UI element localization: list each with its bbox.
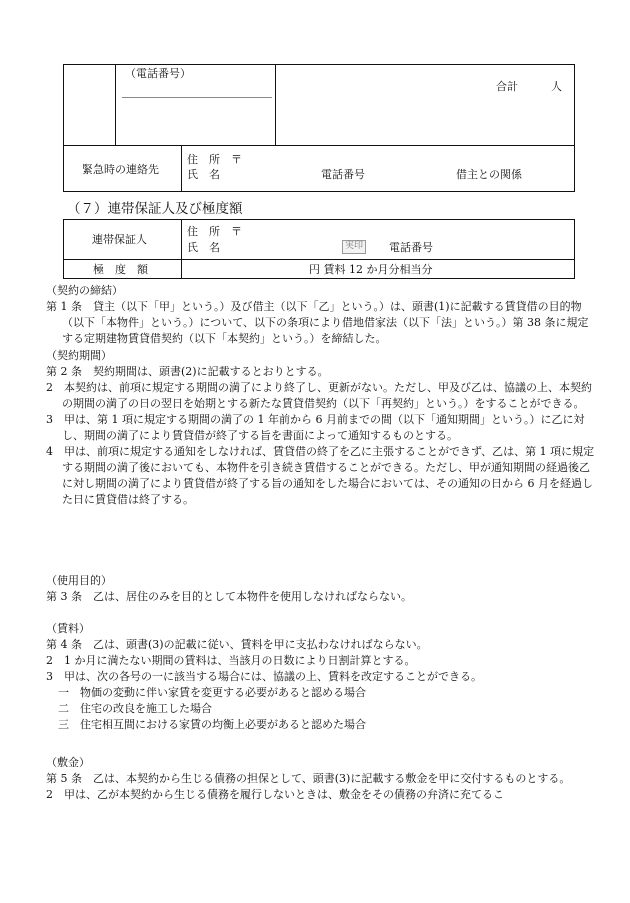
article-1 bbox=[46, 283, 596, 347]
article-paragraph: 第 5 条 乙は、本契約から生じる債務の担保として、頭書(3)に記載する敷金を甲に交付するものとする。 bbox=[46, 772, 571, 785]
top-table-divider bbox=[181, 145, 182, 192]
article-paragraph: 3 甲は、次の各号の一に該当する場合には、協議の上、賃料を改定することができる。 bbox=[46, 670, 482, 683]
phone-label: （電話番号） bbox=[125, 67, 191, 80]
guarantor-phone: 電話番号 bbox=[389, 241, 433, 254]
article-heading: （契約の締結） bbox=[46, 284, 123, 297]
article-5 bbox=[46, 755, 596, 803]
limit-label: 極 度 額 bbox=[93, 263, 148, 276]
seal-mark: 実印 bbox=[342, 240, 366, 254]
article-item: 一 物価の変動に伴い家賃を変更する必要があると認める場合 bbox=[58, 686, 366, 699]
article-paragraph: 2 1 か月に満たない期間の賃料は、当該月の日数により日割計算とする。 bbox=[46, 654, 416, 667]
top-table-divider bbox=[115, 64, 116, 146]
article-paragraph: 第 3 条 乙は、居住のみを目的として本物件を使用しなければならない。 bbox=[46, 590, 412, 603]
article-heading: （敷金） bbox=[46, 756, 90, 769]
guarantor-address: 住 所 〒 bbox=[187, 225, 242, 238]
article-3 bbox=[46, 573, 596, 605]
emergency-name: 氏 名 bbox=[187, 168, 220, 181]
top-table-divider bbox=[275, 64, 276, 146]
article-paragraph: 3 甲は、第 1 項に規定する期間の満了の 1 年前から 6 月前までの間（以下「通知期間」という。）に乙に対し、期間の満了により賃貸借が終了する旨を書面によって通知するものとする。 bbox=[46, 413, 585, 442]
emergency-label: 緊急時の連絡先 bbox=[82, 163, 159, 176]
phone-underline bbox=[122, 97, 272, 98]
article-paragraph: 第 1 条 貸主（以下「甲」という。）及び借主（以下「乙」という。）は、頭書(1)に記載する賃貸借の目的物（以下「本物件」という。）について、以下の条項により借地借家法（以下「法」という。）第 38 条に規定する定期建物賃貸借契約（以下「本契約」という。）を締結した。 bbox=[46, 300, 589, 345]
article-paragraph: 2 本契約は、前項に規定する期間の満了により終了し、更新がない。ただし、甲及び乙は、協議の上、本契約の期間の満了の日の翌日を始期とする新たな賃貸借契約（以下「再契約」という。）をすることができる。 bbox=[46, 381, 592, 410]
article-heading: （使用目的） bbox=[46, 574, 112, 587]
total-label: 合計 人 bbox=[496, 80, 562, 93]
emergency-relation: 借主との関係 bbox=[456, 168, 522, 181]
article-heading: （契約期間） bbox=[46, 349, 112, 362]
top-table-divider bbox=[63, 145, 575, 146]
article-paragraph: 第 4 条 乙は、頭書(3)の記載に従い、賃料を甲に支払わなければならない。 bbox=[46, 638, 428, 651]
guarantor-name: 氏 名 bbox=[187, 241, 220, 254]
guarantor-label: 連帯保証人 bbox=[92, 233, 147, 246]
article-paragraph: 第 2 条 契約期間は、頭書(2)に記載するとおりとする。 bbox=[46, 365, 329, 378]
guarantor-table-divider bbox=[181, 219, 182, 279]
article-paragraph: 2 甲は、乙が本契約から生じる債務を履行しないときは、敷金をその債務の弁済に充てるこ bbox=[46, 788, 504, 801]
guarantor-table-divider bbox=[63, 259, 575, 260]
article-paragraph: 4 甲は、前項に規定する通知をしなければ、賃貸借の終了を乙に主張することができず、乙は、第 1 項に規定する期間の満了後においても、本物件を引き続き賃借することができる。ただし、甲が通知期間の経過後乙に対し期間の満了により賃貸借が終了する旨の通知をした場合においては、その通知の日から 6 月を経過した日に賃貸借は終了する。 bbox=[46, 445, 595, 506]
article-item: 三 住宅相互間における家賃の均衡上必要があると認めた場合 bbox=[58, 718, 366, 731]
article-2 bbox=[46, 348, 596, 508]
limit-value: 円 賃料 12 か月分相当分 bbox=[309, 263, 433, 276]
article-heading: （賃料） bbox=[46, 622, 90, 635]
article-4 bbox=[46, 621, 596, 733]
article-item: 二 住宅の改良を施工した場合 bbox=[58, 702, 212, 715]
emergency-phone: 電話番号 bbox=[321, 168, 365, 181]
section7-title: （７）連帯保証人及び極度額 bbox=[67, 201, 243, 217]
emergency-address: 住 所 〒 bbox=[187, 153, 242, 166]
